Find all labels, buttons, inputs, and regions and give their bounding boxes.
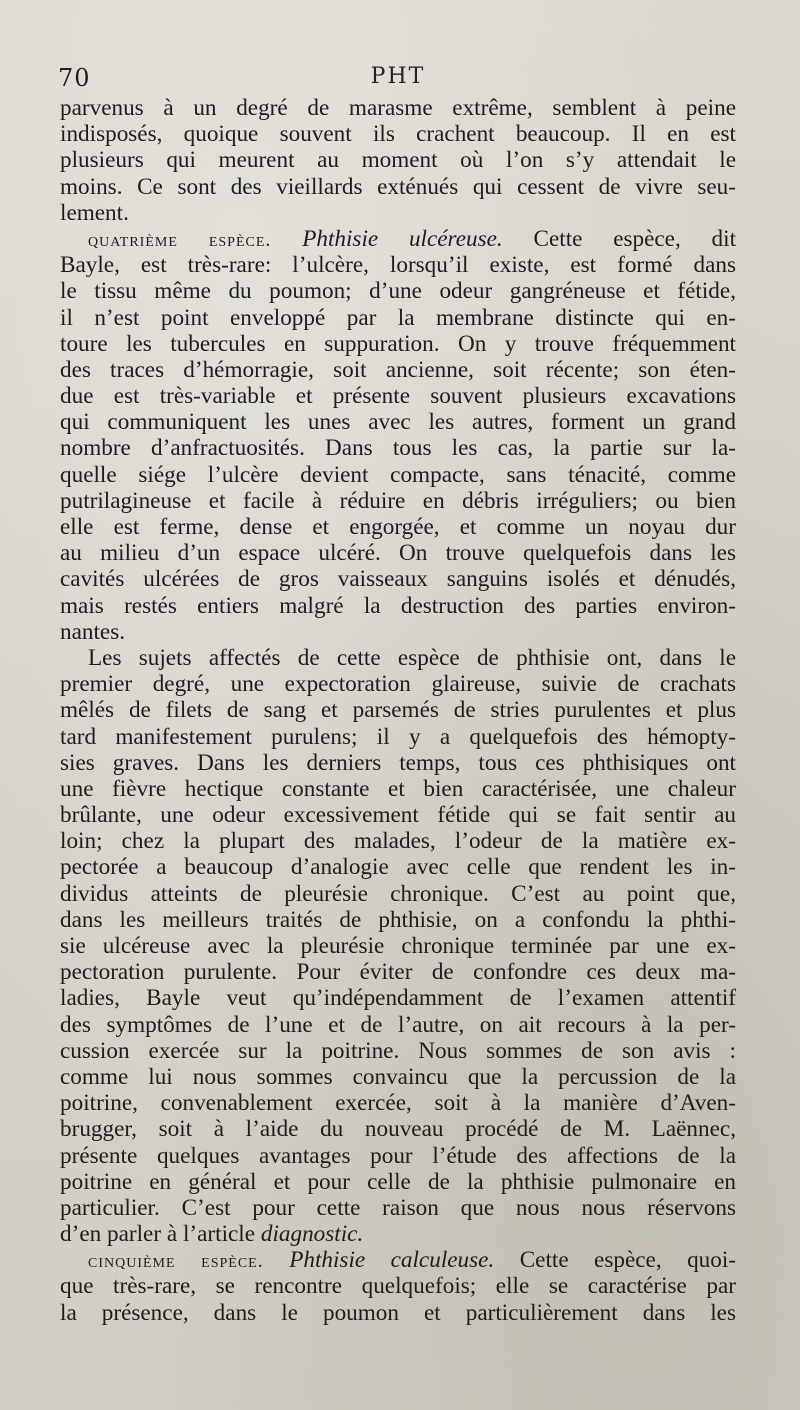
species-text: Cette espèce, quoi- [519,1247,737,1274]
article-reference: diagnostic. [260,1221,364,1248]
text-line [60,1247,736,1273]
text-line: sie ulcéreuse avec la pleurésie chronique terminée par une ex- [60,933,736,959]
text-line: présente quelques avantages pour l’étude des affections de la [60,1142,736,1169]
text-line: poitrine en général et pour celle de la phthisie pulmonaire en [60,1168,736,1195]
text-line: des symptômes de l’une et de l’autre, on ait recours à la per- [60,1011,736,1038]
text-line: cavités ulcérées de gros vaisseaux sanguins isolés et dénudés, [60,566,736,593]
text-line: le tissu même du poumon; d’une odeur gangréneuse et fétide, [60,278,736,305]
text-line [60,1221,736,1247]
text-line: comme lui nous sommes convaincu que la percussion de la [60,1063,736,1090]
text-line: poitrine, convenablement exercée, soit à la manière d’Aven- [60,1090,736,1117]
text-line: pectoration purulente. Pour éviter de confondre ces deux ma- [60,959,736,986]
species-heading: cinquième espèce. [88,1250,264,1273]
text-line: ladies, Bayle veut qu’indépendamment de l’examen attentif [60,985,736,1012]
running-head: PHT [370,64,426,89]
text-line: brûlante, une odeur excessivement fétide qui se fait sentir au [60,802,736,829]
species-name: Phthisie ulcéreuse. [302,225,503,252]
text-line: brugger, soit à l’aide du nouveau procédé de M. Laënnec, [60,1116,736,1143]
text-line [60,226,736,252]
text-line: toure les tubercules en suppuration. On y trouve fréquemment [60,330,736,357]
text-line: nantes. [60,618,126,645]
text-line: putrilagineuse et facile à réduire en débris irréguliers; ou bien [60,487,736,514]
text-line: dans les meilleurs traités de phthisie, on a confondu la phthi- [60,906,736,933]
page-number: 70 [58,64,91,92]
text-line: plusieurs qui meurent au moment où l’on s’y attendait le [60,147,736,174]
text-line: sies graves. Dans les derniers temps, tous ces phthisiques ont [60,749,736,776]
text-line: qui communiquent les unes avec les autres, forment un grand [60,409,736,436]
text-line: dividus atteints de pleurésie chronique. C’est au point que, [60,880,736,907]
body-text [60,95,736,1326]
text-line: premier degré, une expectoration glaireuse, suivie de crachats [60,671,736,698]
text-line: nombre d’anfractuosités. Dans tous les cas, la partie sur la- [60,435,736,462]
species-heading: quatrième espèce. [88,228,272,251]
species-name: Phthisie calculeuse. [289,1247,495,1274]
text-line: que très-rare, se rencontre quelquefois; elle se caractérise par [60,1273,736,1300]
text-line: moins. Ce sont des vieillards exténués qui cessent de vivre seu- [60,173,736,200]
text-line: des traces d’hémorragie, soit ancienne, soit récente; son éten- [60,356,736,383]
text-line: mais restés entiers malgré la destruction des parties environ- [60,592,736,619]
text-line: il n’est point enveloppé par la membrane distincte qui en- [60,304,736,331]
text-line: au milieu d’un espace ulcéré. On trouve quelquefois dans les [60,540,736,567]
text-line: Bayle, est très-rare: l’ulcère, lorsqu’il existe, est formé dans [60,252,736,279]
text-line: tard manifestement purulens; il y a quelquefois des hémopty- [60,723,736,750]
text-line: Les sujets affectés de cette espèce de phthisie ont, dans le [88,644,736,671]
text-line: due est très-variable et présente souvent plusieurs excavations [60,383,736,410]
text-line: mêlés de filets de sang et parsemés de stries purulentes et plus [60,697,736,724]
text-line: cussion exercée sur la poitrine. Nous sommes de son avis : [60,1037,736,1064]
text-line: loin; chez la plupart des malades, l’odeur de la matière ex- [60,828,736,855]
species-text: Cette espèce, dit [533,225,737,252]
text-line: une fièvre hectique constante et bien caractérisée, une chaleur [60,775,736,802]
text-line: indisposés, quoique souvent ils crachent beaucoup. Il en est [60,121,736,148]
page-header [58,60,738,94]
text-line: la présence, dans le poumon et particulièrement dans les [60,1299,736,1326]
text-line: particulier. C’est pour cette raison que nous nous réservons [60,1194,736,1221]
text-line: quelle siége l’ulcère devient compacte, sans ténacité, comme [60,461,736,488]
line-text: d’en parler à l’article [60,1221,261,1248]
text-line: elle est ferme, dense et engorgée, et comme un noyau dur [60,514,736,540]
text-line: parvenus à un degré de marasme extrême, semblent à peine [60,95,736,121]
text-line: pectorée a beaucoup d’analogie avec celle que rendent les in- [60,854,736,881]
text-line: lement. [60,199,129,226]
